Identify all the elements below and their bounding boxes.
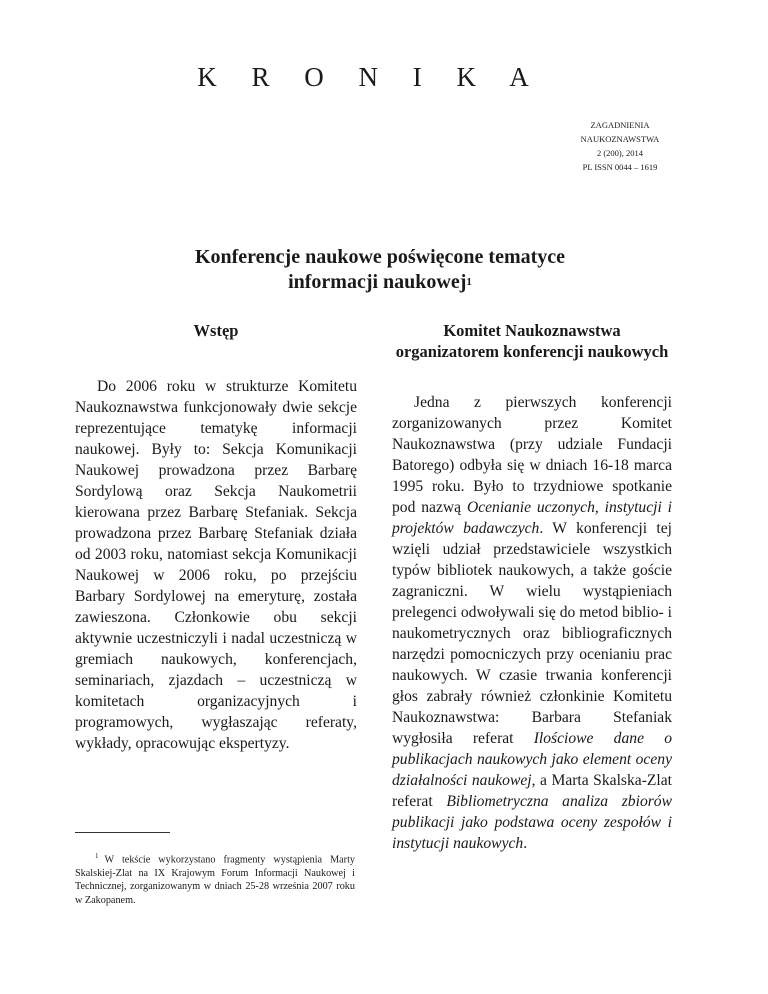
footnote-rule [75, 832, 170, 833]
footnote-mark: 1 [95, 852, 99, 860]
article-title [60, 245, 700, 295]
italic-title: Ilościowe dane o publikacjach naukowych jako element oceny działalności naukowej [392, 730, 672, 789]
journal-info [540, 118, 700, 174]
italic-title: Ocenianie uczonych, instytucji i projektów badawczych [392, 499, 672, 537]
journal-line: NAUKOZNAWSTWA [580, 134, 660, 144]
left-paragraph: Do 2006 roku w strukturze Komitetu Naukoznawstwa funkcjonowały dwie sekcje reprezentujące tematykę informacji naukowej. Były to: Sekcja Komunikacji Naukowej prowadzona przez Barbarę Sordylową oraz Sekcja Naukometrii kierowana przez Barbarę Stefaniak. Sekcja prowadzona przez Barbarę Stefaniak działa od 2003 roku, natomiast sekcja Komunikacji Naukowej w 2006 roku, po przejściu Barbary Sordylowej na emeryturę, została zawieszona. Członkowie obu sekcji aktywnie uczestniczyli i nadal uczestniczą w gremiach naukowych, konferencjach, seminariach, zjazdach – uczestniczą w komitetach organizacyjnych i programowych, wygłaszając referaty, wykłady, opracowując ekspertyzy. [75, 378, 357, 752]
paragraph-text: Jedna z pierwszych konferencji zorganizowanych przez Komitet Naukoznawstwa (przy udziale Fundacji Batorego) odbyła się w dniach 16-18 marca 1995 roku. Było to trzydniowe spotkanie pod nazwą [392, 394, 672, 516]
journal-line: PL ISSN 0044 – 1619 [582, 162, 658, 172]
paragraph-text: . W konferencji tej wzięli udział przedstawiciele wszystkich typów bibliotek naukowych, a także goście zagraniczni. W wielu wystąpieniach prelegenci odwoływali się do metod biblio- i naukometrycznych oraz bibliograficznych narzędzi pomocniczych przy ocenianiu prac naukowych. W czasie trwania konferencji głos zabrały również członkinie Komitetu Naukoznawstwa: Barbara Stefaniak wygłosiła referat [392, 520, 672, 747]
journal-line: 2 (200), 2014 [596, 148, 644, 158]
right-paragraph [392, 392, 672, 854]
italic-title: Bibliometryczna analiza zbiorów publikacji jako podstawa oceny zespołów i instytucji naukowych [392, 793, 673, 852]
title-footnote-mark: 1 [466, 276, 472, 288]
title-text: informacji naukowej [288, 271, 467, 293]
right-column [392, 320, 672, 854]
section-heading: K R O N I K A [197, 62, 543, 92]
footnote-text: W tekście wykorzystano fragmenty wystąpienia Marty Skalskiej-Zlat na IX Krajowym Forum Informacji Naukowej i Technicznej, zorganizowanym w dniach 25-28 września 2007 roku w Zakopanem. [75, 854, 355, 906]
paragraph-text: . [523, 835, 528, 852]
title-line-2 [60, 270, 700, 295]
right-heading: Komitet Naukoznawstwa organizatorem konferencji naukowych [395, 321, 669, 361]
left-heading: Wstęp [193, 321, 239, 340]
title-line-1: Konferencje naukowe poświęcone tematyce [194, 246, 566, 268]
left-column [75, 320, 357, 754]
journal-line: ZAGADNIENIA [590, 120, 650, 130]
footnote [75, 850, 355, 907]
paragraph-text: , a Marta Skalska-Zlat referat [392, 772, 672, 810]
